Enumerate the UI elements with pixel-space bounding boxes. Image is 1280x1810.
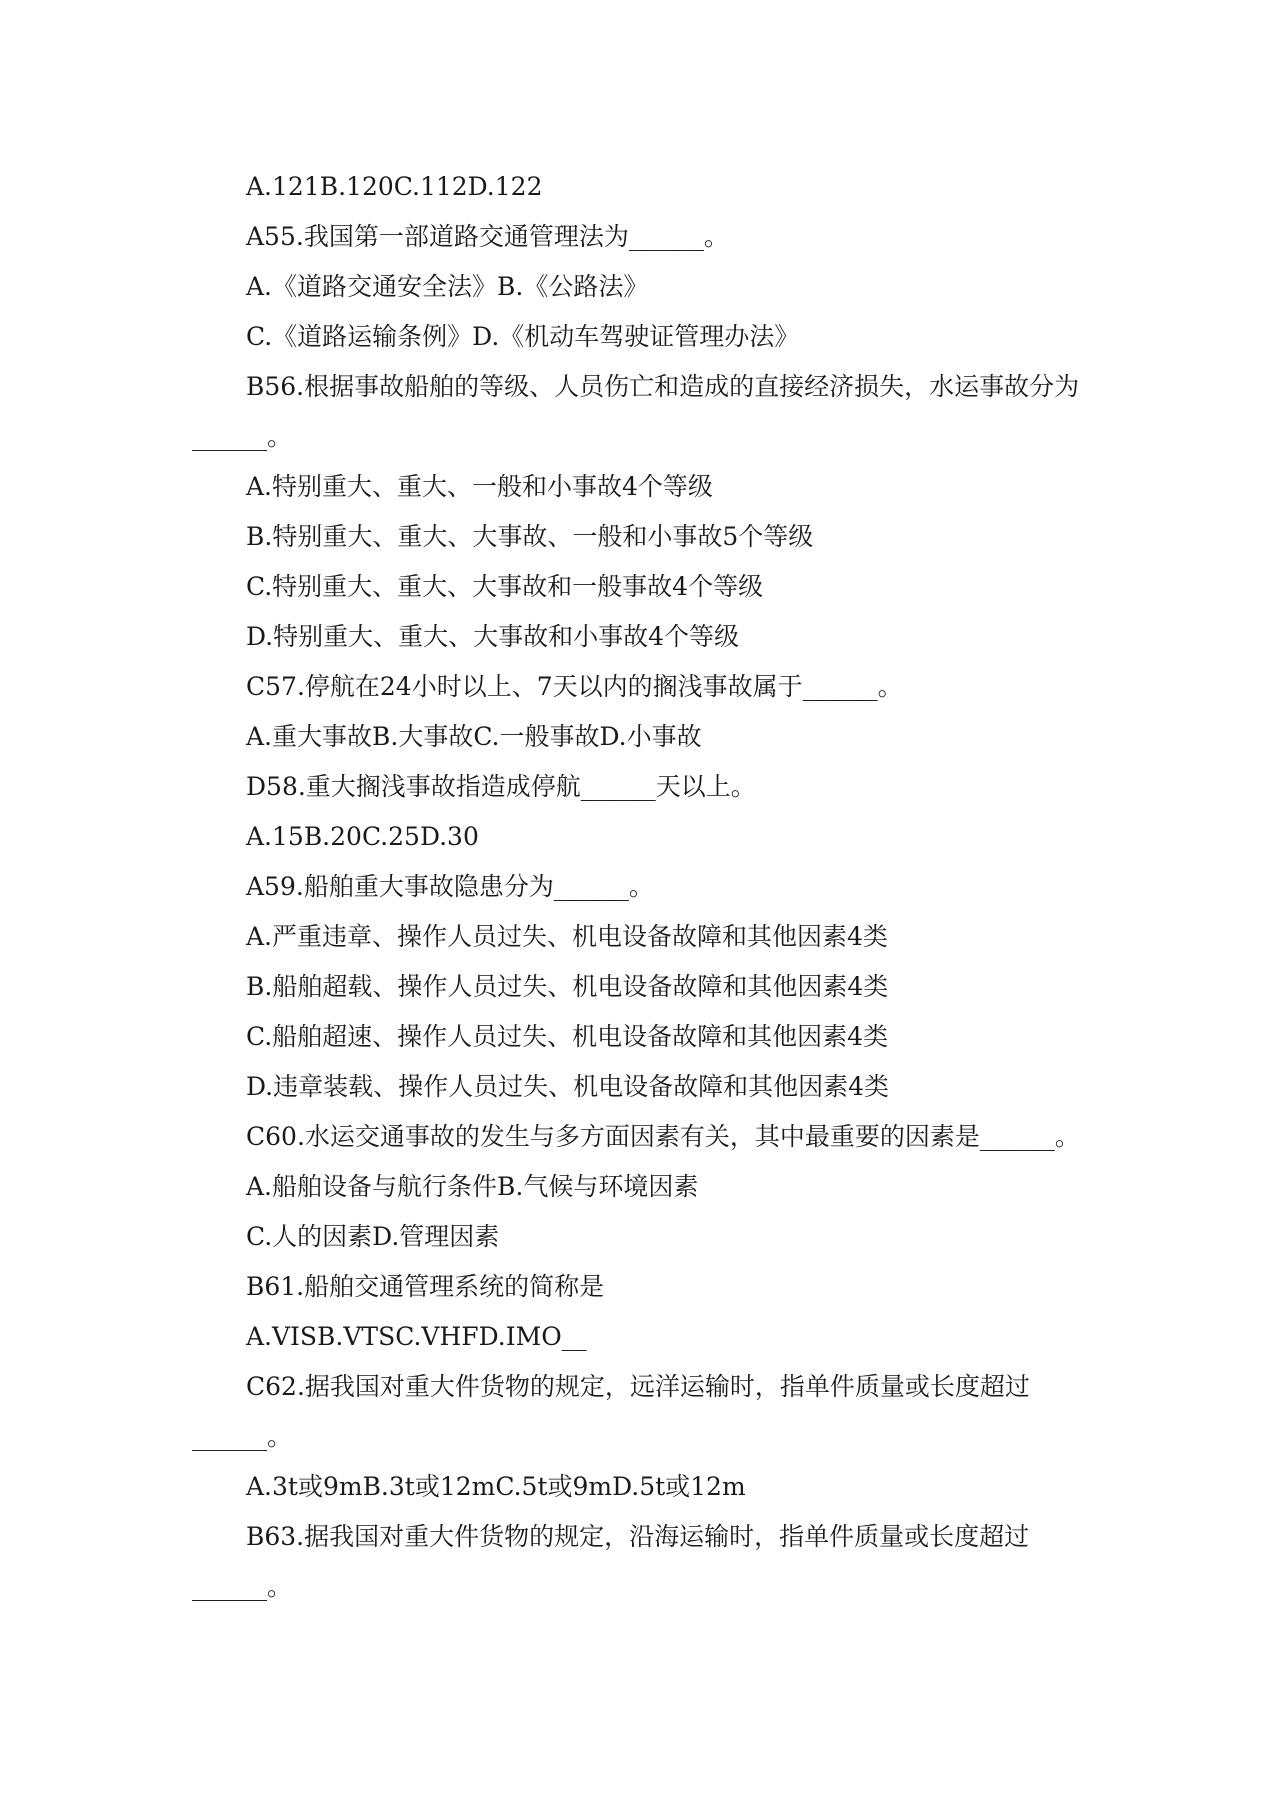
question-63-continuation: ______。 (192, 1572, 293, 1601)
answer-option-q56-a: A.特别重大、重大、一般和小事故4个等级 (246, 472, 713, 501)
answer-options-q58: A.15B.20C.25D.30 (246, 822, 479, 851)
answer-options-q62: A.3t或9mB.3t或12mC.5t或9mD.5t或12m (246, 1472, 746, 1501)
question-62: C62.据我国对重大件货物的规定，远洋运输时，指单件质量或长度超过 (246, 1372, 1030, 1401)
answer-options-q61: A.VISB.VTSC.VHFD.IMO__ (246, 1322, 587, 1351)
question-56: B56.根据事故船舶的等级、人员伤亡和造成的直接经济损失，水运事故分为 (246, 372, 1080, 401)
answer-option-q56-c: C.特别重大、重大、大事故和一般事故4个等级 (246, 572, 764, 601)
question-57: C57.停航在24小时以上、7天以内的搁浅事故属于______。 (246, 672, 903, 701)
question-55: A55.我国第一部道路交通管理法为______。 (246, 222, 729, 251)
answer-options-q55-ab: A.《道路交通安全法》B.《公路法》 (246, 272, 649, 301)
question-63: B63.据我国对重大件货物的规定，沿海运输时，指单件质量或长度超过 (246, 1522, 1030, 1551)
answer-options-q60-cd: C.人的因素D.管理因素 (246, 1222, 500, 1251)
question-59: A59.船舶重大事故隐患分为______。 (246, 872, 654, 901)
answer-options-q54: A.121B.120C.112D.122 (246, 172, 543, 201)
answer-option-q59-a: A.严重违章、操作人员过失、机电设备故障和其他因素4类 (246, 922, 888, 951)
answer-option-q59-d: D.违章装载、操作人员过失、机电设备故障和其他因素4类 (246, 1072, 890, 1101)
answer-option-q56-b: B.特别重大、重大、大事故、一般和小事故5个等级 (246, 522, 814, 551)
question-58: D58.重大搁浅事故指造成停航______天以上。 (246, 772, 756, 801)
answer-option-q59-c: C.船舶超速、操作人员过失、机电设备故障和其他因素4类 (246, 1022, 889, 1051)
answer-option-q56-d: D.特别重大、重大、大事故和小事故4个等级 (246, 622, 740, 651)
answer-options-q55-cd: C.《道路运输条例》D.《机动车驾驶证管理办法》 (246, 322, 800, 351)
question-61: B61.船舶交通管理系统的简称是 (246, 1272, 605, 1301)
answer-options-q57: A.重大事故B.大事故C.一般事故D.小事故 (246, 722, 702, 751)
document-body (192, 162, 1092, 1612)
question-62-continuation: ______。 (192, 1422, 293, 1451)
answer-option-q59-b: B.船舶超载、操作人员过失、机电设备故障和其他因素4类 (246, 972, 889, 1001)
question-56-continuation: ______。 (192, 422, 293, 451)
answer-options-q60-ab: A.船舶设备与航行条件B.气候与环境因素 (246, 1172, 699, 1201)
question-60: C60.水运交通事故的发生与多方面因素有关，其中最重要的因素是______。 (246, 1122, 1080, 1151)
